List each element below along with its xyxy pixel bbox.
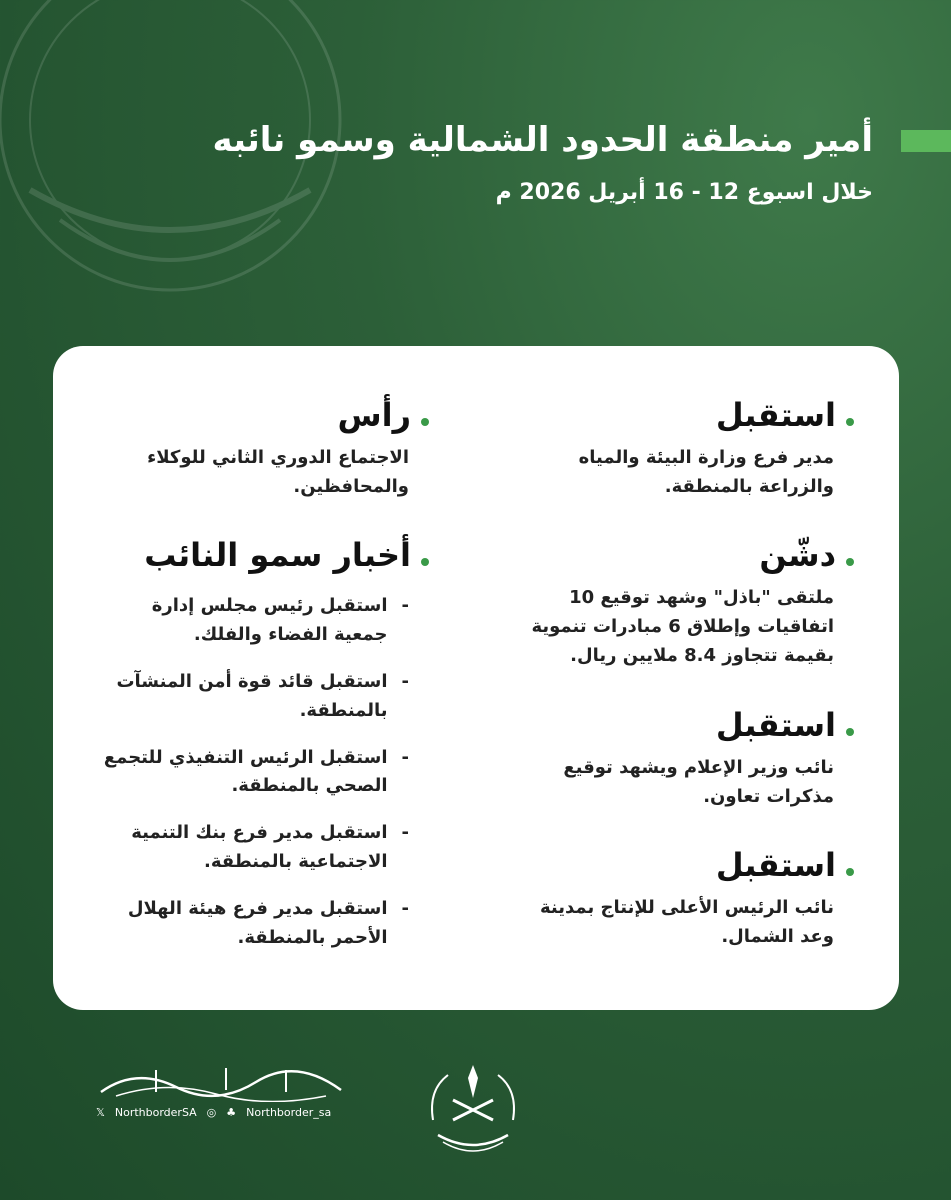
social-handles [96,1106,331,1119]
section-launch [504,536,854,671]
section-receive-2 [504,706,854,812]
department-logo [96,1062,346,1102]
list-item: - استقبل رئيس مجلس إدارة جمعية الفضاء والفلك. [151,595,409,646]
section-title: رأس [337,396,411,434]
section-title: استقبل [715,846,836,884]
page-subtitle: خلال اسبوع 12 - 16 أبريل 2026 م [495,180,873,205]
content-card [53,346,899,1010]
header [0,120,951,240]
bullet-icon [421,418,429,426]
list-item: - استقبل الرئيس التنفيذي للتجمع الصحي بالمنطقة. [103,746,409,797]
instagram-icon[interactable]: ◎ [206,1106,217,1119]
section-title: استقبل [715,706,836,744]
section-body: نائب وزير الإعلام ويشهد توقيع مذكرات تعاون. [563,757,834,808]
section-receive-3 [504,846,854,952]
bullet-icon [421,558,429,566]
title-accent-bar [901,130,951,152]
deputy-news-list [99,592,409,952]
bullet-icon [846,728,854,736]
section-deputy-news [99,536,429,970]
list-item: - استقبل مدير فرع هيئة الهلال الأحمر بالمنطقة. [127,897,409,948]
section-receive-1 [504,396,854,502]
ig-snap-handle[interactable]: Northborder_sa [246,1106,332,1119]
section-body: مدير فرع وزارة البيئة والمياه والزراعة بالمنطقة. [578,447,834,498]
emblem-icon [418,1050,528,1160]
section-body: نائب الرئيس الأعلى للإنتاج بمدينة وعد الشمال. [539,897,834,948]
bullet-icon [846,418,854,426]
bullet-icon [846,868,854,876]
page-title: أمير منطقة الحدود الشمالية وسمو نائبه [212,120,873,160]
section-title: دشّن [759,536,836,574]
section-title: أخبار سمو النائب [144,536,411,574]
section-chaired [99,396,429,502]
list-item: - استقبل مدير فرع بنك التنمية الاجتماعية بالمنطقة. [131,822,409,872]
bullet-icon [846,558,854,566]
section-body: ملتقى "باذل" وشهد توقيع 10 اتفاقيات وإطلاق 6 مبادرات تنموية بقيمة تتجاوز 8.4 ملايين ريال. [531,587,834,666]
section-body: الاجتماع الدوري الثاني للوكلاء والمحافظين. [147,447,409,498]
list-item: - استقبل قائد قوة أمن المنشآت بالمنطقة. [116,670,409,721]
section-title: استقبل [715,396,836,434]
x-icon[interactable]: 𝕏 [96,1106,105,1119]
snapchat-icon[interactable]: ♣ [226,1106,237,1119]
x-handle[interactable]: NorthborderSA [114,1106,197,1119]
